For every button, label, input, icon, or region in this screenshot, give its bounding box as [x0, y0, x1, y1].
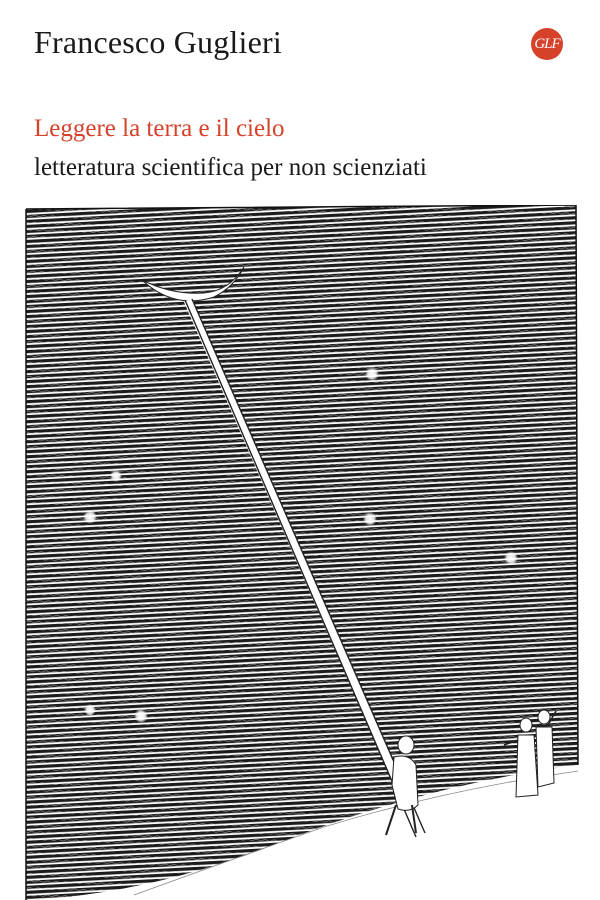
book-title: Leggere la terra e il cielo	[34, 115, 285, 142]
author-name: Francesco Guglieri	[34, 24, 282, 60]
cover-illustration	[24, 205, 580, 900]
publisher-logo: GLF	[531, 28, 563, 60]
book-subtitle: letteratura scientifica per non scienziati	[34, 154, 427, 181]
